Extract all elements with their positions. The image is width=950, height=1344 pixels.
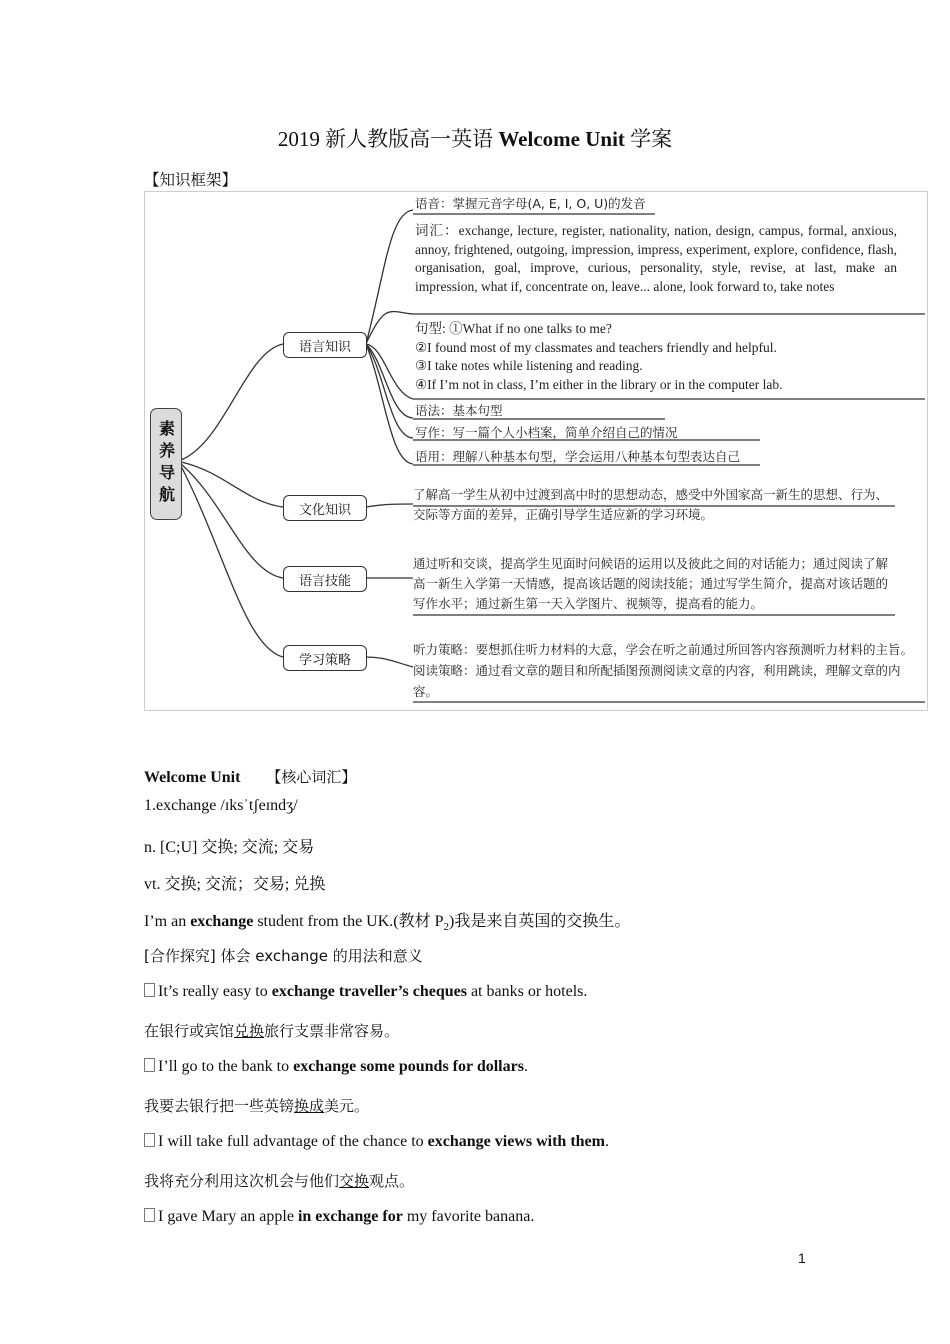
core-vocab-label: 【核心词汇】 bbox=[266, 768, 357, 786]
noun-definition: n. [C;U] 交换; 交流; 交易 bbox=[144, 839, 315, 856]
verb-definition: vt. 交换; 交流；交易; 兑换 bbox=[144, 876, 326, 893]
mindmap-root: 素养导航 bbox=[150, 408, 182, 520]
checkbox-icon bbox=[144, 1133, 155, 1147]
leaf-sentence-2: ②I found most of my classmates and teachers friendly and helpful. bbox=[415, 340, 777, 355]
knowledge-frame-label: 【知识框架】 bbox=[144, 172, 238, 189]
mindmap bbox=[144, 191, 928, 711]
explore-label: [合作探究] bbox=[144, 947, 216, 965]
checkbox-icon bbox=[144, 1208, 155, 1222]
word-entry: 1.exchange /ɪksˈtʃeɪndʒ/ bbox=[144, 797, 298, 814]
core-vocab-heading bbox=[144, 766, 356, 787]
branch-culture-knowledge: 文化知识 bbox=[283, 495, 367, 521]
title-bold: Welcome Unit bbox=[498, 127, 625, 151]
title-prefix: 2019 新人教版高一英语 bbox=[277, 127, 499, 151]
example-3: I will take full advantage of the chance to exchange views with them. bbox=[144, 1133, 609, 1151]
leaf-usage: 语用：理解八种基本句型，学会运用八种基本句型表达自己 bbox=[415, 449, 741, 464]
leaf-pronunciation: 语音：掌握元音字母(A, E, I, O, U)的发音 bbox=[415, 196, 646, 211]
page-title bbox=[0, 123, 950, 153]
branch-learning-strategy: 学习策略 bbox=[283, 645, 367, 671]
textbook-example: I’m an exchange student from the UK.(教材 $P_2$)我是来自英国的交换生。 bbox=[144, 913, 631, 933]
leaf-skills: 通过听和交谈，提高学生见面时问候语的运用以及彼此之间的对话能力；通过阅读了解高一新生入学第一天情感，提高该话题的阅读技能；通过写学生简介，提高对该话题的写作水平；通过新生第一天入学图片、视频等，提高看的能力。 bbox=[413, 556, 889, 611]
leaf-sentence-1: 句型: ①What if no one talks to me? bbox=[415, 321, 612, 336]
example-2: I’ll go to the bank to exchange some pounds for dollars. bbox=[144, 1058, 528, 1076]
checkbox-icon bbox=[144, 983, 155, 997]
example-4: I gave Mary an apple in exchange for my favorite banana. bbox=[144, 1208, 534, 1226]
branch-language-skills: 语言技能 bbox=[283, 566, 367, 592]
title-suffix: 学案 bbox=[624, 127, 673, 151]
leaf-culture: 了解高一学生从初中过渡到高中时的思想动态，感受中外国家高一新生的思想、行为、交际等方面的差异，正确引导学生适应新的学习环境。 bbox=[413, 487, 889, 522]
leaf-writing: 写作：写一篇个人小档案，简单介绍自己的情况 bbox=[415, 425, 678, 440]
page-number: 1 bbox=[798, 1250, 806, 1266]
unit-name: Welcome Unit bbox=[144, 769, 241, 786]
branch-language-knowledge: 语言知识 bbox=[283, 332, 367, 358]
leaf-sentence-3: ③I take notes while listening and reading. bbox=[415, 358, 643, 373]
example-1: It’s really easy to exchange traveller’s cheques at banks or hotels. bbox=[144, 983, 587, 1001]
translation-3: 我将充分利用这次机会与他们交换观点。 bbox=[144, 1172, 415, 1190]
translation-2: 我要去银行把一些英镑换成美元。 bbox=[144, 1097, 370, 1115]
leaf-sentence-4: ④If I’m not in class, I’m either in the library or in the computer lab. bbox=[415, 377, 783, 392]
checkbox-icon bbox=[144, 1058, 155, 1072]
leaf-grammar: 语法：基本句型 bbox=[415, 403, 503, 418]
leaf-vocabulary: 词汇：exchange, lecture, register, nationality, nation, design, campus, formal, anxious, annoy, frightened, outgoing, impression, impress, experiment, explore, confidence, flash, organisation, goal, improve, curious, personality, style, revise, at last, make an impression, what if, concentrate on, leave... alone, look forward to, take notes bbox=[415, 223, 897, 294]
leaf-strategy: 听力策略：要想抓住听力材料的大意，学会在听之前通过所回答内容预测听力材料的主旨。阅读策略：通过看文章的题目和所配插图预测阅读文章的内容，利用跳读，理解文章的内容。 bbox=[413, 642, 914, 699]
cooperative-exploration bbox=[144, 945, 423, 966]
explore-text: 体会 exchange 的用法和意义 bbox=[215, 947, 423, 965]
translation-1: 在银行或宾馆兑换旅行支票非常容易。 bbox=[144, 1022, 400, 1040]
